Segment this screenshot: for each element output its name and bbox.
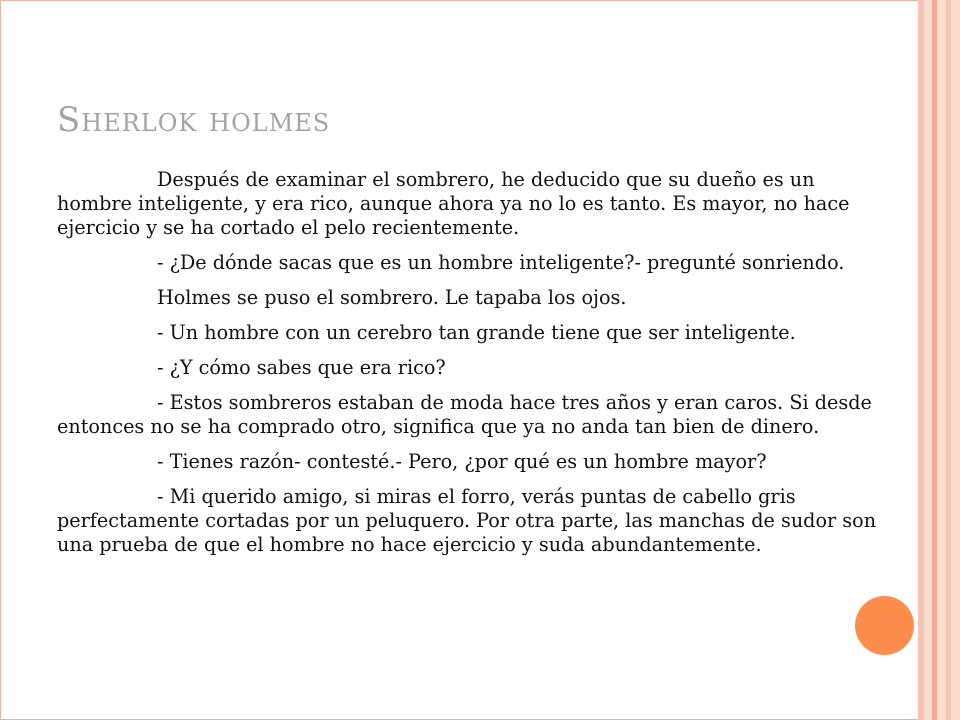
paragraph: - ¿De dónde sacas que es un hombre inteligente?- pregunté sonriendo. <box>157 251 845 274</box>
paragraph: Holmes se puso el sombrero. Le tapaba los ojos. <box>157 286 627 309</box>
stripe <box>951 0 960 720</box>
paragraph: - ¿Y cómo sabes que era rico? <box>157 356 446 379</box>
paragraph: - Tienes razón- contesté.- Pero, ¿por qué es un hombre mayor? <box>157 450 767 473</box>
paragraph: - Un hombre con un cerebro tan grande tiene que ser inteligente. <box>157 321 796 344</box>
slide-title: Sherlok holmes <box>57 100 331 140</box>
slide-body <box>57 168 879 568</box>
stripe <box>924 0 932 720</box>
decorative-side-stripes <box>918 0 960 720</box>
stripe <box>937 0 946 720</box>
paragraph: - Mi querido amigo, si miras el forro, verás puntas de cabello gris perfectamente cortadas por un peluquero. Por otra parte, las manchas de sudor son una prueba de que el hombre no hace ejercicio y suda abundantemente. <box>57 485 877 556</box>
accent-circle <box>855 596 914 655</box>
paragraph: Después de examinar el sombrero, he deducido que su dueño es un hombre inteligente, y era rico, aunque ahora ya no lo es tanto. Es mayor, no hace ejercicio y se ha cortado el pelo recientemente. <box>57 168 850 239</box>
paragraph: - Estos sombreros estaban de moda hace tres años y eran caros. Si desde entonces no se ha comprado otro, significa que ya no anda tan bien de dinero. <box>57 391 872 438</box>
